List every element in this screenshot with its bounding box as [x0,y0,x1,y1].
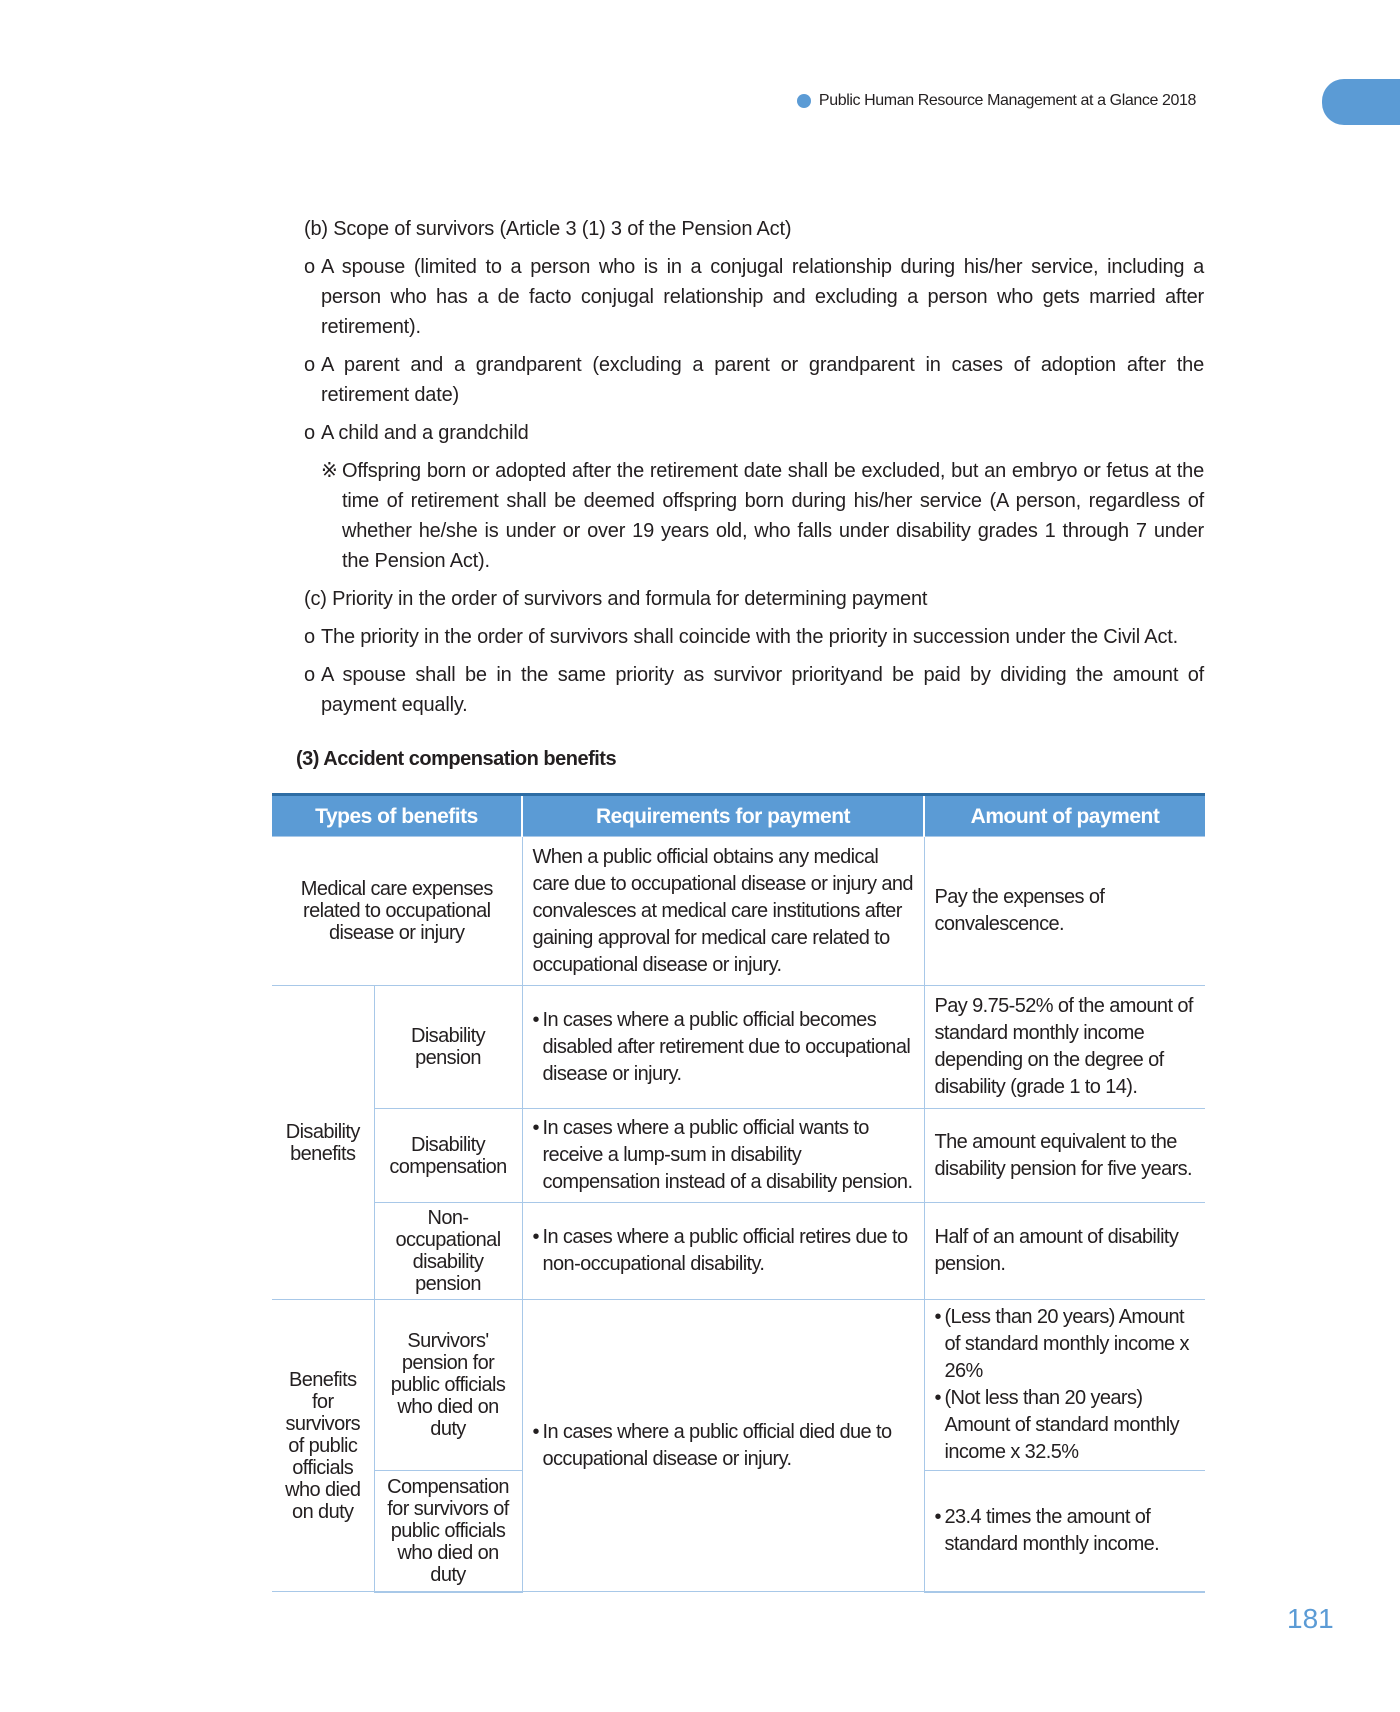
header-title: Public Human Resource Management at a Glance 2018 [818,92,1196,109]
bullet-icon: • [934,1505,941,1528]
requirement-cell: When a public official obtains any medical care due to occupational disease or injury and convalesces at medical care institutions after gaining approval for medical care related to occupational disease or injury. [522,837,924,986]
benefit-type: Compensation for survivors of public officials who died on duty [374,1471,522,1592]
circle-bullet-icon: o [304,422,315,444]
list-item: o The priority in the order of survivors shall coincide with the priority in succession under the Civil Act. [304,622,1204,652]
column-header: Requirements for payment [522,795,924,837]
bullet-icon: • [532,1117,539,1139]
amount-cell: • (Less than 20 years) Amount of standard monthly income x 26% • (Not less than 20 years) Amount of standard monthly income x 32.5% [924,1300,1205,1471]
amount-cell: Half of an amount of disability pension. [924,1203,1205,1300]
amount-cell: Pay 9.75-52% of the amount of standard monthly income depending on the degree of disability (grade 1 to 14). [924,986,1205,1109]
bullet-dot-icon [797,94,811,108]
table-header-row [272,795,1205,837]
benefit-group: Disability benefits [272,986,374,1300]
requirement-cell: • In cases where a public official died due to occupational disease or injury. [522,1300,924,1592]
section-b-heading: (b) Scope of survivors (Article 3 (1) 3 of the Pension Act) [304,218,792,240]
list-item: o A parent and a grandparent (excluding a parent or grandparent in cases of adoption after the retirement date) [304,350,1204,410]
benefit-group: Benefits for survivors of public officials who died on duty [272,1300,374,1592]
requirement-cell: • In cases where a public official retires due to non-occupational disability. [522,1203,924,1300]
section-title: (3) Accident compensation benefits [296,748,617,770]
bullet-icon: • [934,1306,941,1328]
circle-bullet-icon: o [304,354,315,376]
benefits-table [272,793,1205,1593]
table-row [272,1300,1205,1471]
table-row [272,837,1205,986]
requirement-cell: • In cases where a public official becomes disabled after retirement due to occupational disease or injury. [522,986,924,1109]
bullet-icon: • [532,1226,539,1248]
note: ※ Offspring born or adopted after the retirement date shall be excluded, but an embryo or fetus at the time of retirement shall be deemed offspring born during his/her service (A person, regardless of whether he/she is under or over 19 years old, who falls under disability grades 1 through 7 under the Pension Act). [321,456,1204,576]
benefit-type: Disability pension [374,986,522,1109]
reference-mark-icon: ※ [321,460,338,482]
header-tab-decoration [1322,79,1400,125]
bullet-icon: • [934,1387,941,1409]
page-number: 181 [1287,1603,1334,1634]
list-item: o A child and a grandchild [304,418,1204,448]
table-row [272,986,1205,1109]
bullet-icon: • [532,1420,539,1443]
table-row [272,1109,1205,1203]
benefit-type: Survivors' pension for public officials who died on duty [374,1300,522,1471]
body-text [304,214,1204,728]
column-header: Types of benefits [272,795,522,837]
benefit-type: Non-occupational disability pension [374,1203,522,1300]
list-item: o A spouse shall be in the same priority as survivor priorityand be paid by dividing the amount of payment equally. [304,660,1204,720]
benefit-type: Medical care expenses related to occupational disease or injury [272,837,522,986]
benefit-type: Disability compensation [374,1109,522,1203]
requirement-cell: • In cases where a public official wants to receive a lump-sum in disability compensation instead of a disability pension. [522,1109,924,1203]
amount-cell: • 23.4 times the amount of standard monthly income. [924,1471,1205,1592]
column-header: Amount of payment [924,795,1205,837]
table-row [272,1203,1205,1300]
circle-bullet-icon: o [304,256,315,278]
amount-cell: Pay the expenses of convalescence. [924,837,1205,986]
section-c-heading: (c) Priority in the order of survivors and formula for determining payment [304,588,928,610]
circle-bullet-icon: o [304,664,315,686]
circle-bullet-icon: o [304,626,315,648]
running-header [797,92,1196,110]
list-item: o A spouse (limited to a person who is in a conjugal relationship during his/her service, including a person who has a de facto conjugal relationship and excluding a person who gets married after retirement). [304,252,1204,342]
bullet-icon: • [532,1008,539,1031]
amount-cell: The amount equivalent to the disability pension for five years. [924,1109,1205,1203]
